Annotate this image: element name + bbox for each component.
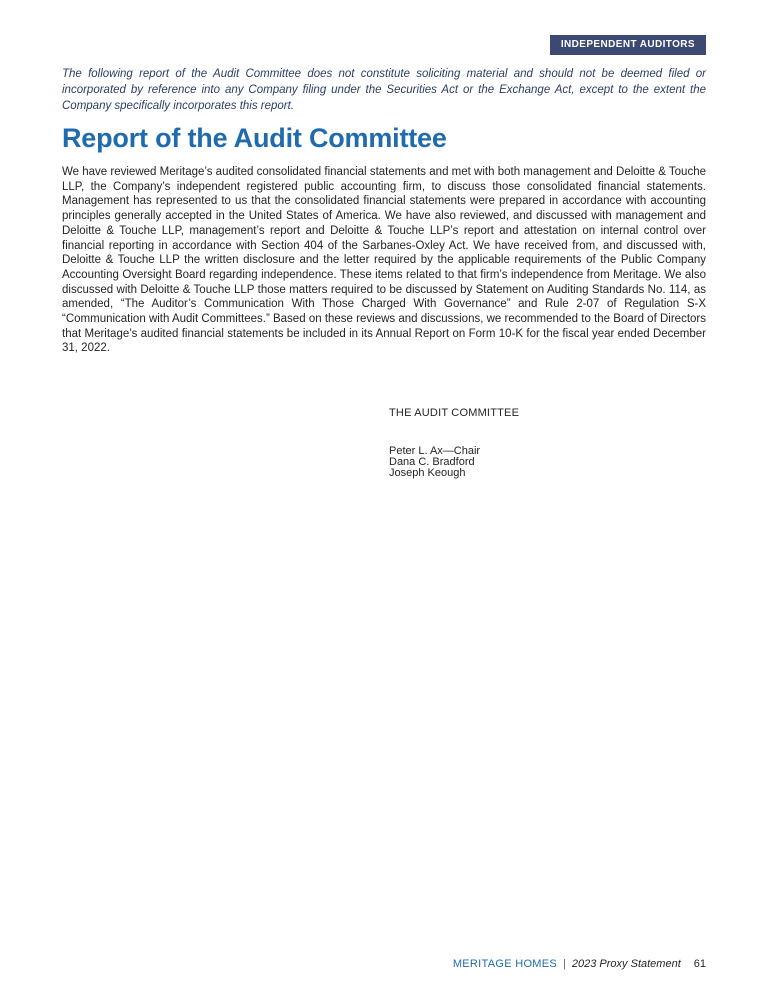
committee-member: Peter L. Ax—Chair xyxy=(389,444,481,457)
page-title: Report of the Audit Committee xyxy=(62,123,447,153)
page-footer xyxy=(453,958,706,970)
footer-separator: | xyxy=(563,958,566,970)
badge-row xyxy=(62,0,706,55)
committee-member: Dana C. Bradford xyxy=(389,455,475,468)
committee-members xyxy=(389,446,706,480)
committee-signature-block xyxy=(389,408,706,479)
report-body-paragraph: We have reviewed Meritage’s audited consolidated financial statements and met with both management and Deloitte & Touche LLP, the Company’s independent registered public accounting firm, to discuss those consolidated financial statements. Management has represented to us that the consolidated financial statements were prepared in accordance with accounting principles generally accepted in the United States of America. We have also reviewed, and discussed with management and Deloitte & Touche LLP, management’s report and Deloitte & Touche LLP’s report and attestation on internal control over financial reporting in accordance with Section 404 of the Sarbanes-Oxley Act. We have received from, and discussed with, Deloitte & Touche LLP the written disclosure and the letter required by the applicable requirements of the Public Company Accounting Oversight Board regarding independence. These items related to that firm’s independence from Meritage. We also discussed with Deloitte & Touche LLP those matters required to be discussed by Statement on Auditing Standards No. 114, as amended, “The Auditor’s Communication With Those Charged With Governance” and Rule 2-07 of Regulation S-X “Communication with Audit Committees.” Based on these reviews and discussions, we recommended to the Board of Directors that Meritage’s audited financial statements be included in its Annual Report on Form 10-K for the fiscal year ended December 31, 2022. xyxy=(62,166,706,355)
intro-disclaimer: The following report of the Audit Committee does not constitute soliciting material and should not be deemed filed or incorporated by reference into any Company filing under the Securities Act or the Exchange Act, except to the extent the Company specifically incorporates this report. xyxy=(62,68,706,112)
page-content xyxy=(0,0,768,480)
committee-heading: THE AUDIT COMMITTEE xyxy=(389,407,520,420)
footer-doc-title: 2023 Proxy Statement xyxy=(571,958,681,970)
footer-brand: MERITAGE HOMES xyxy=(452,958,558,970)
committee-member: Joseph Keough xyxy=(389,467,466,480)
independent-auditors-badge: INDEPENDENT AUDITORS xyxy=(550,35,706,55)
footer-page-number: 61 xyxy=(693,958,706,970)
